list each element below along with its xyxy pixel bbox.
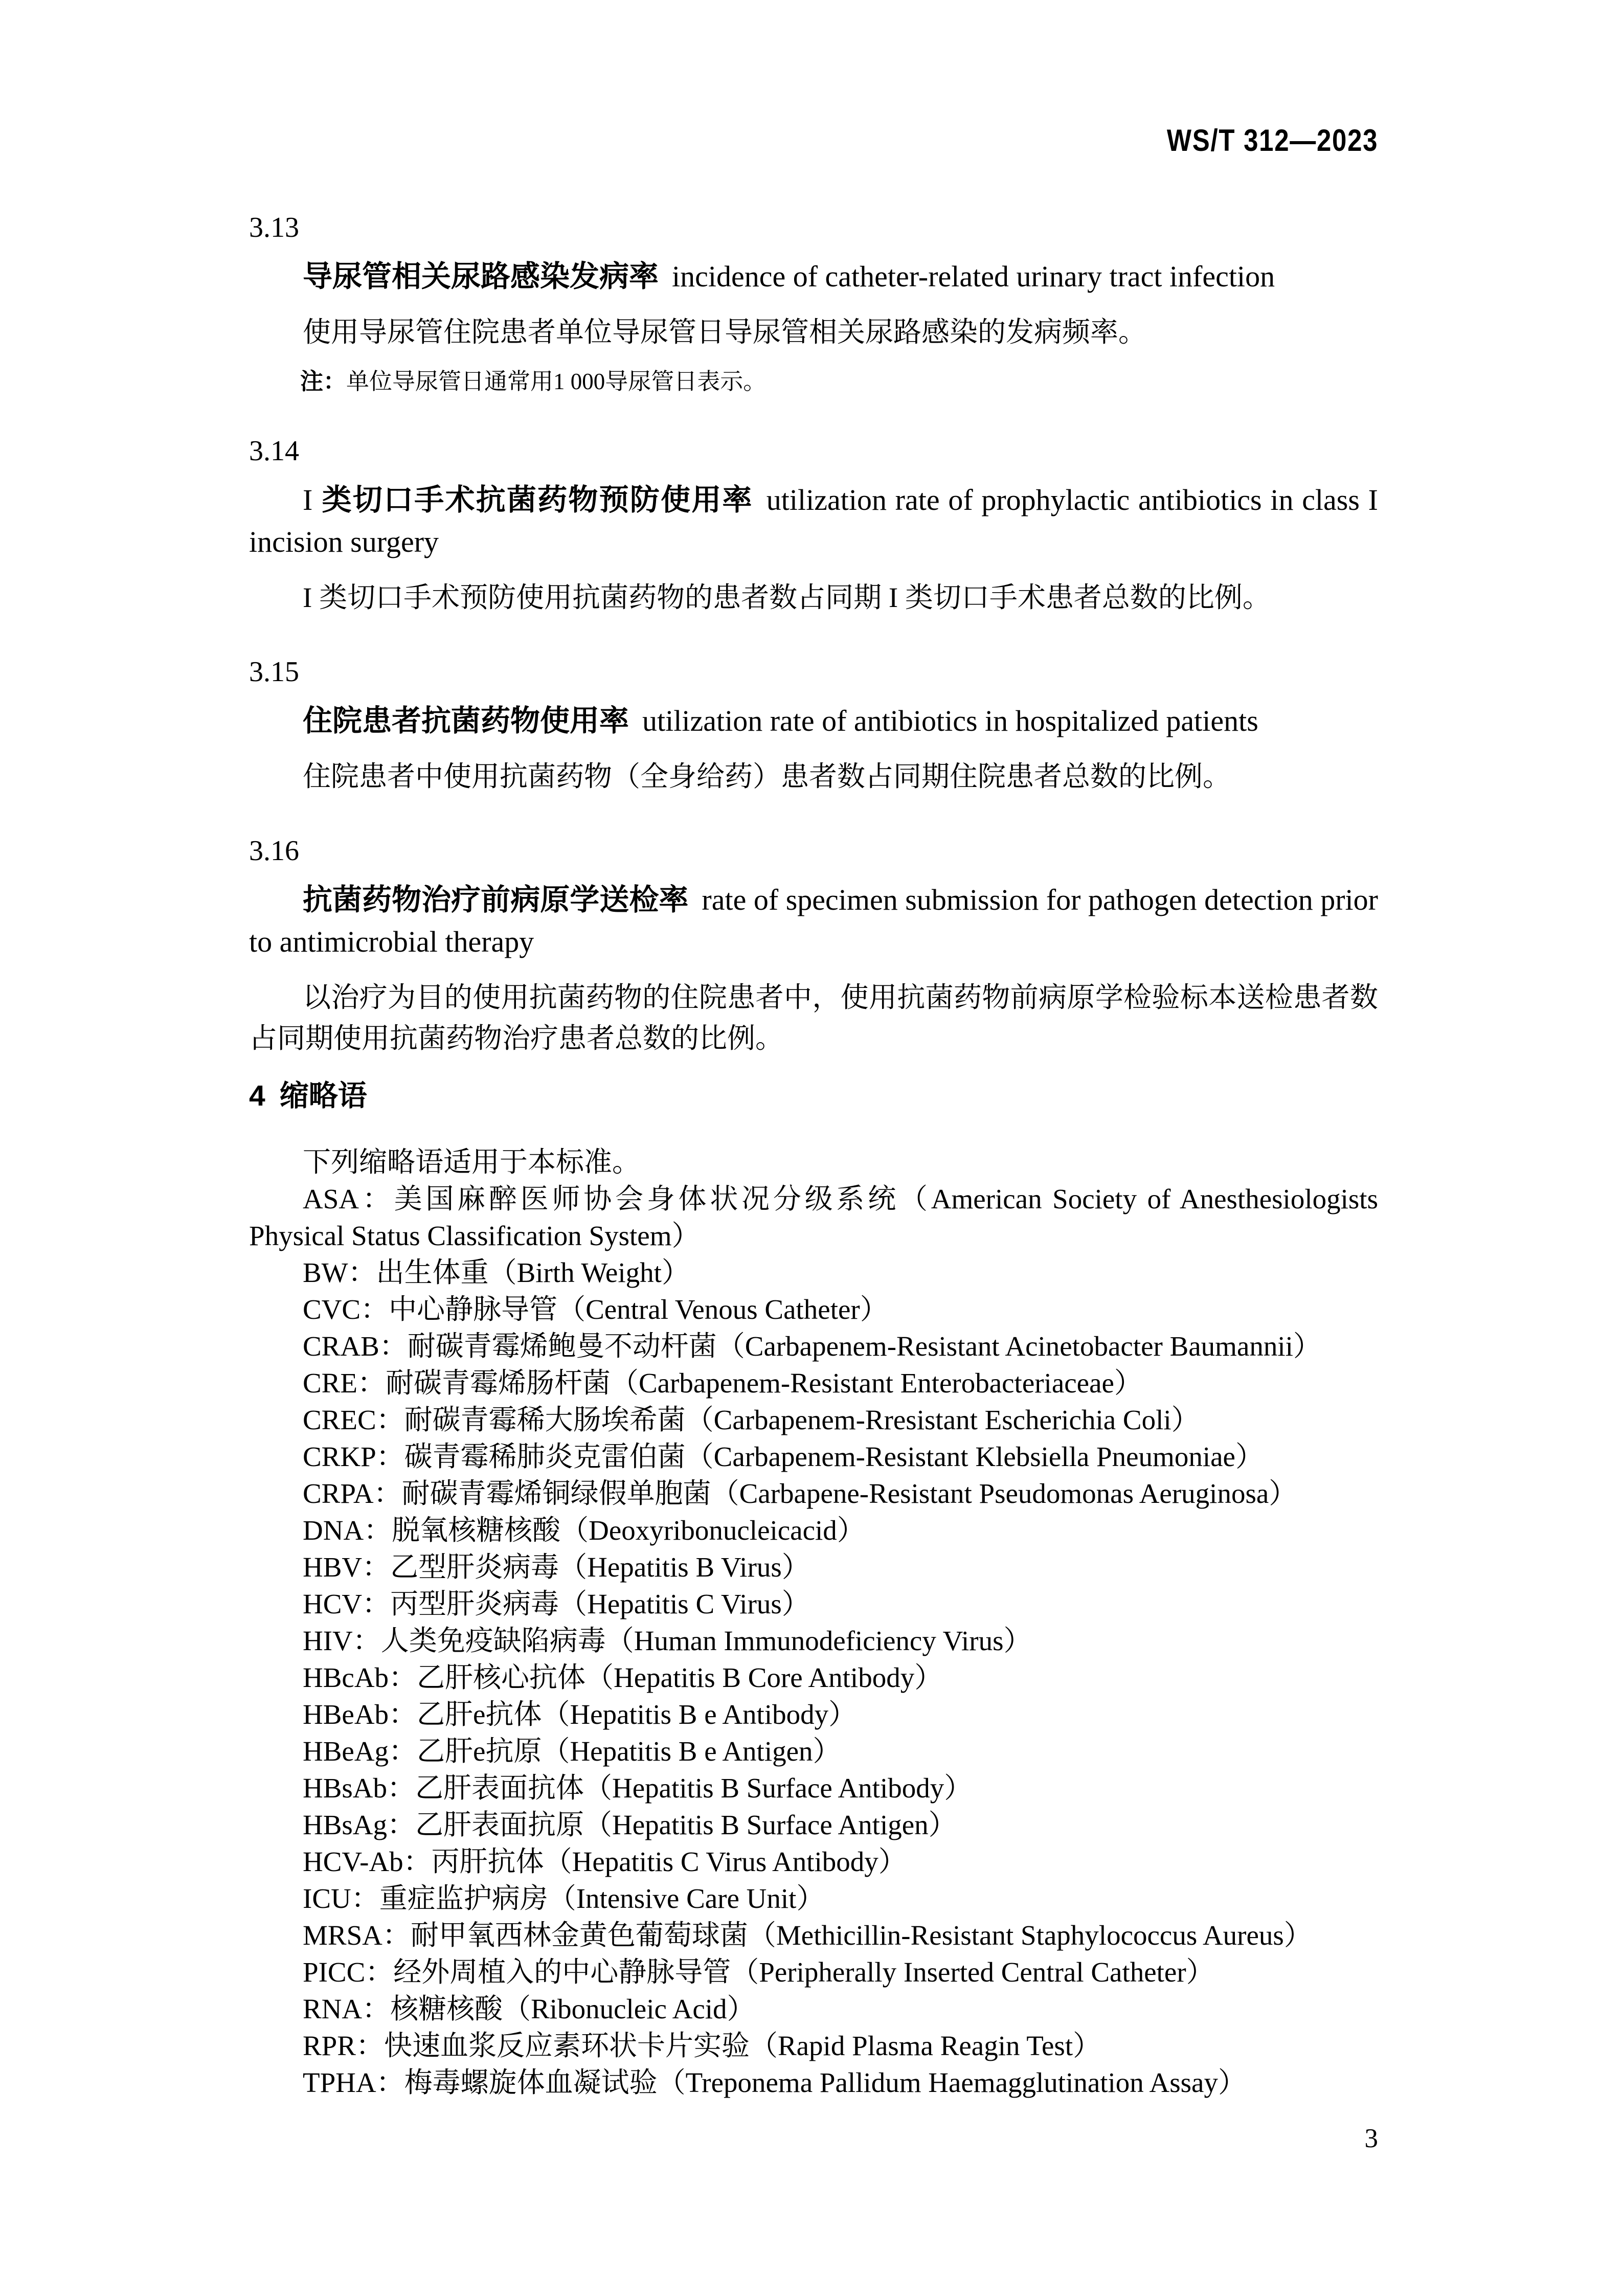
abbreviation-item: BW：出生体重（Birth Weight） xyxy=(303,1257,690,1288)
abbreviation-item: CREC：耐碳青霉稀大肠埃希菌（Carbapenem-Rresistant Escherichia Coli） xyxy=(303,1404,1200,1435)
page-content xyxy=(249,0,1378,2101)
abbreviation-item: HBcAb：乙肝核心抗体（Hepatitis B Core Antibody） xyxy=(303,1662,943,1693)
term-line xyxy=(249,700,1378,742)
term-chinese: I 类切口手术抗菌药物预防使用率 xyxy=(303,483,753,516)
abbreviation-item: HBsAg：乙肝表面抗原（Hepatitis B Surface Antigen） xyxy=(303,1809,957,1840)
section-number: 3.13 xyxy=(249,212,299,243)
abbreviation-item: RNA：核糖核酸（Ribonucleic Acid） xyxy=(303,1993,755,2024)
term-line xyxy=(249,879,1378,963)
section-number: 3.16 xyxy=(249,835,299,867)
abbreviation-item: CRPA：耐碳青霉烯铜绿假单胞菌（Carbapene-Resistant Pseudomonas Aeruginosa） xyxy=(303,1478,1297,1509)
heading-title: 缩略语 xyxy=(279,1079,367,1112)
term-chinese: 导尿管相关尿路感染发病率 xyxy=(303,260,659,293)
heading-abbreviations xyxy=(249,1077,1378,1114)
abbreviation-item: HBeAg：乙肝e抗原（Hepatitis B e Antigen） xyxy=(303,1736,841,1767)
abbreviation-item: ASA：美国麻醉医师协会身体状况分级系统（American Society of Anesthesiologists Physical Status Classification System） xyxy=(249,1183,1378,1251)
page-header xyxy=(249,0,1378,159)
note xyxy=(249,366,1378,397)
abbreviation-item: ICU：重症监护病房（Intensive Care Unit） xyxy=(303,1883,825,1914)
note-label: 注： xyxy=(300,368,347,394)
abbreviation-item: HCV：丙型肝炎病毒（Hepatitis C Virus） xyxy=(303,1588,810,1619)
abbreviations-intro: 下列缩略语适用于本标准。 xyxy=(303,1146,641,1178)
abbreviation-item: DNA：脱氧核糖核酸（Deoxyribonucleicacid） xyxy=(303,1515,865,1546)
definition: 以治疗为目的使用抗菌药物的住院患者中，使用抗菌药物前病原学检验标本送检患者数占同期使用抗菌药物治疗患者总数的比例。 xyxy=(249,982,1378,1054)
abbreviation-item: RPR：快速血浆反应素环状卡片实验（Rapid Plasma Reagin Test） xyxy=(303,2030,1101,2061)
abbreviation-item: CRKP：碳青霉稀肺炎克雷伯菌（Carbapenem-Resistant Klebsiella Pneumoniae） xyxy=(303,1441,1264,1472)
term-english: rate of specimen submission for pathogen detection prior to antimicrobial therapy xyxy=(249,883,1378,958)
term-line xyxy=(249,479,1378,563)
section-3-15 xyxy=(249,654,1378,797)
abbreviation-item: CRE：耐碳青霉烯肠杆菌（Carbapenem-Resistant Enterobacteriaceae） xyxy=(303,1367,1142,1399)
abbreviation-item: CVC：中心静脉导管（Central Venous Catheter） xyxy=(303,1294,888,1325)
section-number: 3.14 xyxy=(249,435,299,467)
term-chinese: 住院患者抗菌药物使用率 xyxy=(303,704,629,737)
abbreviation-item: HBsAb：乙肝表面抗体（Hepatitis B Surface Antibody） xyxy=(303,1772,973,1804)
definition: 住院患者中使用抗菌药物（全身给药）患者数占同期住院患者总数的比例。 xyxy=(303,761,1231,792)
term-english: utilization rate of antibiotics in hospitalized patients xyxy=(642,704,1258,737)
abbreviation-item: HBV：乙型肝炎病毒（Hepatitis B Virus） xyxy=(303,1551,810,1583)
note-text: 单位导尿管日通常用1 000导尿管日表示。 xyxy=(346,369,767,394)
section-3-13 xyxy=(249,210,1378,397)
section-number: 3.15 xyxy=(249,656,299,688)
abbreviation-item: MRSA：耐甲氧西林金黄色葡萄球菌（Methicillin-Resistant Staphylococcus Aureus） xyxy=(303,1920,1312,1951)
term-roman-numeral: I xyxy=(303,483,313,516)
definition: I 类切口手术预防使用抗菌药物的患者数占同期 I 类切口手术患者总数的比例。 xyxy=(303,582,1271,613)
section-3-14 xyxy=(249,433,1378,618)
standard-code: WS/T 312—2023 xyxy=(1166,123,1378,157)
definition: 使用导尿管住院患者单位导尿管日导尿管相关尿路感染的发病频率。 xyxy=(303,317,1147,348)
abbreviation-item: HIV：人类免疫缺陷病毒（Human Immunodeficiency Virus） xyxy=(303,1625,1032,1656)
abbreviation-item: TPHA：梅毒螺旋体血凝试验（Treponema Pallidum Haemagglutination Assay） xyxy=(303,2067,1246,2098)
section-3-16 xyxy=(249,833,1378,1059)
term-line xyxy=(249,256,1378,298)
page-number: 3 xyxy=(1364,2124,1378,2153)
term-english: utilization rate of prophylactic antibiotics in class I incision surgery xyxy=(249,483,1378,558)
abbreviation-item: HBeAb：乙肝e抗体（Hepatitis B e Antibody） xyxy=(303,1699,857,1730)
heading-number: 4 xyxy=(249,1079,265,1112)
abbreviation-item: HCV-Ab：丙肝抗体（Hepatitis C Virus Antibody） xyxy=(303,1846,907,1877)
term-chinese: 抗菌药物治疗前病原学送检率 xyxy=(303,883,689,916)
abbreviation-item: PICC：经外周植入的中心静脉导管（Peripherally Inserted Central Catheter） xyxy=(303,1956,1214,1988)
abbreviation-item: CRAB：耐碳青霉烯鲍曼不动杆菌（Carbapenem-Resistant Acinetobacter Baumannii） xyxy=(303,1331,1321,1362)
term-english: incidence of catheter-related urinary tract infection xyxy=(672,260,1275,293)
